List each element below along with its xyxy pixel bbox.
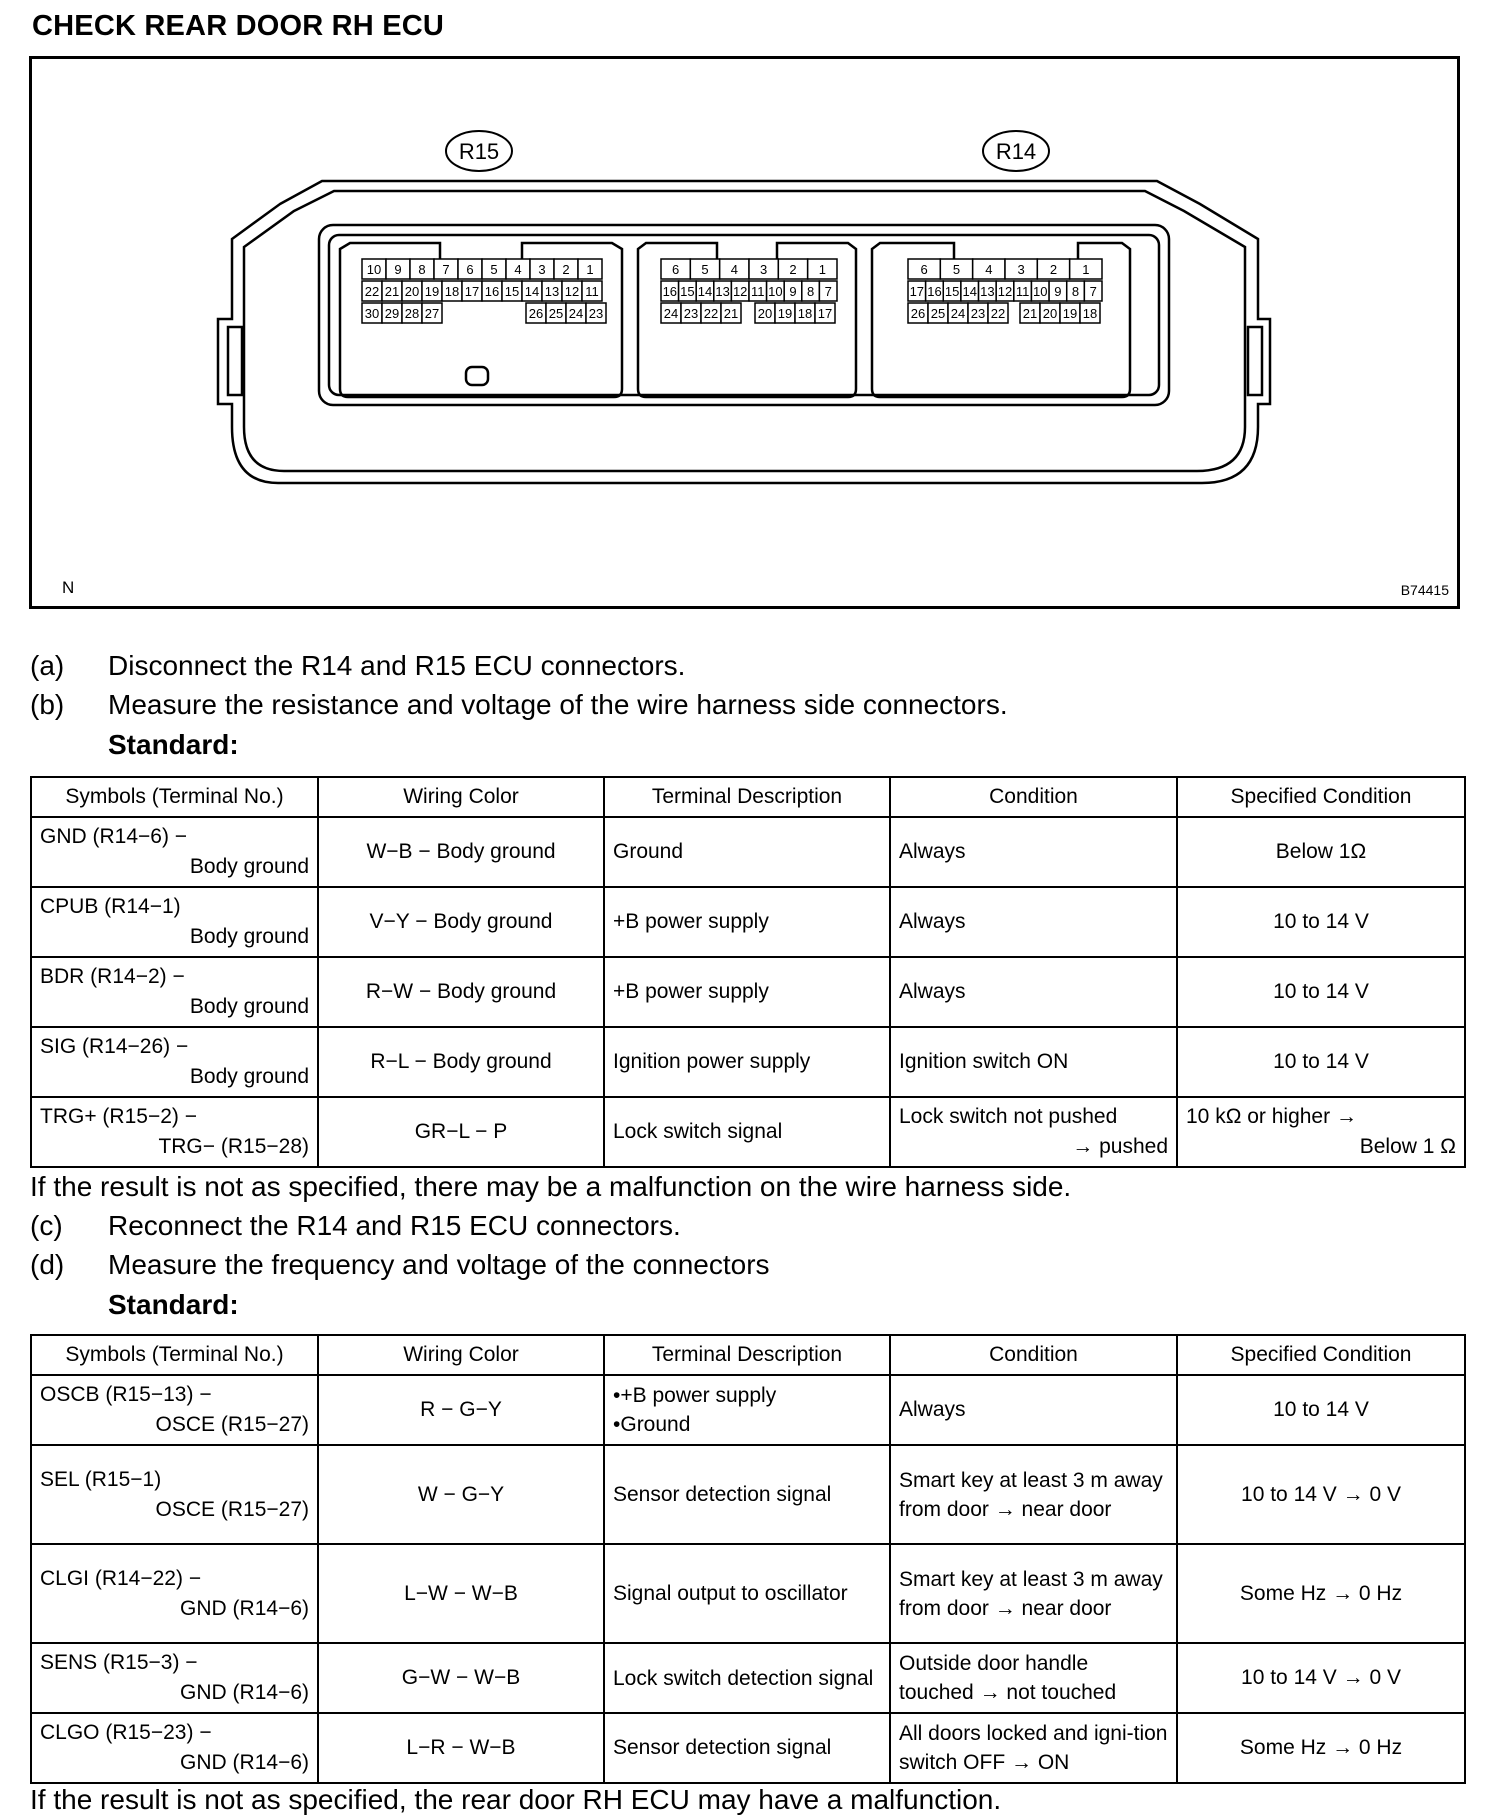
connector-label-r15: R15 — [458, 139, 500, 164]
terminal-pin-label: 24 — [663, 306, 679, 321]
terminal-pin-label: 9 — [1054, 284, 1062, 299]
symbol-cell — [31, 1544, 318, 1643]
terminal-pin-label: 3 — [760, 262, 768, 277]
terminal-pin-label: 20 — [757, 306, 773, 321]
symbol-line-1: SENS (R15−3) − — [40, 1651, 198, 1674]
terminal-pin-label: 16 — [927, 284, 942, 299]
condition-cell: All doors locked and igni-tion switch OFF → ON — [890, 1713, 1177, 1783]
terminal-pin-label: 8 — [1071, 284, 1080, 299]
symbol-cell — [31, 1097, 318, 1167]
terminal-pin-label: 6 — [920, 262, 928, 277]
terminal-pin-label: 21 — [384, 284, 400, 299]
description-cell: Sensor detection signal — [604, 1713, 890, 1783]
terminal-pin-label: 12 — [564, 284, 580, 299]
symbol-line-1: OSCB (R15−13) − — [40, 1383, 212, 1406]
step-label: (a) — [30, 650, 65, 681]
terminal-pin-label: 19 — [777, 306, 793, 321]
terminal-pin-label: 11 — [1015, 284, 1030, 299]
terminal-pin-label: 21 — [1022, 306, 1038, 321]
terminal-pin-label: 9 — [789, 284, 797, 299]
terminal-pin-label: 18 — [444, 284, 460, 299]
ecu-connector-figure — [29, 56, 1460, 609]
terminal-pin-label: 23 — [970, 306, 986, 321]
terminal-pin-label: 30 — [364, 306, 380, 321]
symbol-line-1: CLGO (R15−23) − — [40, 1721, 212, 1744]
terminal-pin-label: 19 — [1062, 306, 1078, 321]
symbol-line-1: CPUB (R14−1) — [40, 895, 181, 918]
figure-code: B74415 — [1400, 582, 1449, 598]
condition-line-2: → pushed — [1072, 1135, 1168, 1158]
terminal-pin-label: 2 — [562, 262, 570, 277]
wiring-color-cell: W − G−Y — [318, 1445, 604, 1544]
terminal-pin-label: 10 — [768, 284, 783, 299]
condition-cell — [890, 1097, 1177, 1167]
description-cell: Ignition power supply — [604, 1027, 890, 1097]
spec-cell: 10 to 14 V → 0 V — [1177, 1643, 1465, 1713]
page-title: CHECK REAR DOOR RH ECU — [32, 10, 445, 42]
terminal-pin-label: 10 — [1033, 284, 1048, 299]
step-text: Reconnect the R14 and R15 ECU connectors. — [108, 1210, 681, 1241]
spec-cell: Below 1Ω — [1177, 817, 1465, 887]
condition-cell: Smart key at least 3 m away from door → near door — [890, 1544, 1177, 1643]
terminal-pin-label: 8 — [418, 262, 426, 277]
table-row — [31, 887, 1465, 957]
step-label: (b) — [30, 689, 65, 720]
header-condition: Condition — [890, 1335, 1177, 1375]
wiring-color-cell: G−W − W−B — [318, 1643, 604, 1713]
condition-cell: Outside door handle touched → not touched — [890, 1643, 1177, 1713]
terminal-pin-label: 13 — [980, 284, 995, 299]
symbol-cell — [31, 1643, 318, 1713]
header-terminal-description: Terminal Description — [604, 777, 890, 817]
header-condition: Condition — [890, 777, 1177, 817]
description-cell: +B power supply — [604, 887, 890, 957]
spec-cell: 10 to 14 V — [1177, 1027, 1465, 1097]
symbol-cell — [31, 887, 318, 957]
description-cell: Ground — [604, 817, 890, 887]
table-header-row — [31, 777, 1465, 817]
note-ecu-malfunction: If the result is not as specified, the rear door RH ECU may have a malfunction. — [30, 1784, 1002, 1815]
terminal-pin-label: 15 — [680, 284, 695, 299]
wiring-color-cell: L−W − W−B — [318, 1544, 604, 1643]
spec-cell — [1177, 1097, 1465, 1167]
wiring-color-cell: L−R − W−B — [318, 1713, 604, 1783]
header-symbols: Symbols (Terminal No.) — [31, 1335, 318, 1375]
terminal-pin-label: 14 — [524, 284, 540, 299]
terminal-pin-label: 25 — [548, 306, 564, 321]
symbol-line-1: CLGI (R14−22) − — [40, 1566, 202, 1590]
spec-cell: Some Hz → 0 Hz — [1177, 1713, 1465, 1783]
terminal-pin-label: 5 — [490, 262, 498, 277]
ecu-connector-diagram — [32, 59, 1457, 606]
terminal-pin-label: 3 — [1017, 262, 1025, 277]
terminal-pin-label: 7 — [442, 262, 450, 277]
terminal-pin-label: 18 — [797, 306, 813, 321]
terminal-pin-label: 7 — [824, 284, 832, 299]
condition-cell: Always — [890, 887, 1177, 957]
condition-cell: Always — [890, 817, 1177, 887]
step-text: Disconnect the R14 and R15 ECU connectors. — [108, 650, 686, 681]
bullet-icon: • — [613, 1413, 621, 1436]
terminal-pin-label: 1 — [1082, 262, 1090, 277]
table-row — [31, 1445, 1465, 1544]
terminal-pin-label: 24 — [568, 306, 584, 321]
spec-line-1: 10 kΩ or higher → — [1186, 1105, 1357, 1128]
terminal-pin-label: 16 — [662, 284, 678, 299]
table-row — [31, 1375, 1465, 1445]
symbol-line-2: OSCE (R15−27) — [155, 1413, 309, 1436]
step-label: (c) — [30, 1210, 63, 1241]
table-row — [31, 1097, 1465, 1167]
bullet-text: Ground — [620, 1413, 691, 1436]
terminal-pin-label: 11 — [751, 284, 765, 299]
symbol-line-2: Body ground — [189, 1065, 309, 1088]
condition-cell: Smart key at least 3 m away from door → near door — [890, 1445, 1177, 1544]
bullet-item — [613, 1381, 881, 1410]
symbol-line-2: TRG− (R15−28) — [158, 1135, 309, 1158]
terminal-pin-label: 20 — [1042, 306, 1058, 321]
description-cell: Sensor detection signal — [604, 1445, 890, 1544]
terminal-pin-label: 19 — [424, 284, 440, 299]
symbol-line-2: GND (R14−6) — [180, 1751, 309, 1774]
terminal-pin-label: 4 — [514, 262, 522, 277]
description-cell: Lock switch detection signal — [604, 1643, 890, 1713]
header-wiring-color: Wiring Color — [318, 1335, 604, 1375]
terminal-pin-label: 22 — [703, 306, 719, 321]
spec-line-2: Below 1 Ω — [1359, 1135, 1456, 1158]
wiring-color-cell: GR−L − P — [318, 1097, 604, 1167]
step-label: (d) — [30, 1249, 65, 1280]
terminal-pin-label: 2 — [789, 262, 797, 277]
terminal-pin-label: 6 — [672, 262, 680, 277]
terminal-pin-label: 26 — [528, 306, 544, 321]
condition-line-1: Lock switch not pushed — [899, 1105, 1118, 1128]
symbol-line-1: TRG+ (R15−2) − — [40, 1105, 197, 1128]
terminal-pin-label: 14 — [962, 284, 977, 299]
table-row — [31, 1027, 1465, 1097]
condition-cell: Always — [890, 1375, 1177, 1445]
terminal-pin-label: 8 — [806, 284, 815, 299]
terminal-pin-label: 1 — [586, 262, 594, 277]
step-text: Measure the resistance and voltage of the wire harness side connectors. — [108, 689, 1008, 720]
frequency-spec-table — [30, 1334, 1466, 1784]
terminal-pin-label: 15 — [504, 284, 520, 299]
terminal-pin-label: 29 — [384, 306, 400, 321]
terminal-pin-label: 13 — [715, 284, 730, 299]
terminal-pin-label: 9 — [394, 262, 402, 277]
header-specified-condition: Specified Condition — [1177, 1335, 1465, 1375]
symbol-line-1: SIG (R14−26) − — [40, 1035, 189, 1058]
symbol-cell — [31, 1027, 318, 1097]
terminal-pin-label: 15 — [944, 284, 960, 299]
bullet-icon: • — [613, 1384, 621, 1407]
symbol-line-1: BDR (R14−2) − — [40, 965, 185, 988]
resistance-spec-table — [30, 776, 1466, 1168]
terminal-pin-label: 28 — [404, 306, 420, 321]
wiring-color-cell: V−Y − Body ground — [318, 887, 604, 957]
description-cell — [604, 1375, 890, 1445]
description-cell: Lock switch signal — [604, 1097, 890, 1167]
terminal-pin-label: 18 — [1082, 306, 1098, 321]
terminal-pin-label: 26 — [910, 306, 926, 321]
terminal-pin-label: 5 — [701, 262, 709, 277]
terminal-pin-label: 23 — [588, 306, 604, 321]
terminal-pin-label: 25 — [930, 306, 946, 321]
terminal-pin-label: 23 — [683, 306, 699, 321]
terminal-pin-label: 13 — [544, 284, 560, 299]
header-symbols: Symbols (Terminal No.) — [31, 777, 318, 817]
terminal-pin-label: 4 — [730, 262, 738, 277]
table-header-row — [31, 1335, 1465, 1375]
figure-corner-letter: N — [62, 578, 75, 597]
symbol-line-2: Body ground — [189, 925, 309, 948]
description-cell: +B power supply — [604, 957, 890, 1027]
terminal-pin-label: 4 — [985, 262, 993, 277]
terminal-pin-label: 7 — [1089, 284, 1097, 299]
condition-cell: Always — [890, 957, 1177, 1027]
symbol-line-2: Body ground — [189, 995, 309, 1018]
terminal-pin-label: 11 — [585, 284, 599, 299]
symbol-line-2: GND (R14−6) — [180, 1681, 309, 1704]
spec-cell: 10 to 14 V — [1177, 957, 1465, 1027]
spec-cell: 10 to 14 V → 0 V — [1177, 1445, 1465, 1544]
header-terminal-description: Terminal Description — [604, 1335, 890, 1375]
terminal-pin-label: 27 — [424, 306, 440, 321]
description-cell: Signal output to oscillator — [604, 1544, 890, 1643]
terminal-pin-label: 22 — [364, 284, 380, 299]
symbol-cell — [31, 1375, 318, 1445]
terminal-pin-label: 1 — [818, 262, 826, 277]
table-row — [31, 1643, 1465, 1713]
terminal-pin-label: 22 — [990, 306, 1006, 321]
terminal-pin-label: 2 — [1049, 262, 1058, 277]
terminal-pin-label: 6 — [466, 262, 474, 277]
symbol-line-2: GND (R14−6) — [180, 1596, 309, 1620]
table-row — [31, 1544, 1465, 1643]
symbol-cell — [31, 817, 318, 887]
terminal-pin-label: 21 — [723, 306, 739, 321]
wiring-color-cell: R−L − Body ground — [318, 1027, 604, 1097]
terminal-pin-label: 24 — [950, 306, 966, 321]
note-wire-harness: If the result is not as specified, there may be a malfunction on the wire harness side. — [30, 1171, 1072, 1202]
step-text: Measure the frequency and voltage of the connectors — [108, 1249, 770, 1280]
standard-heading-1: Standard: — [108, 729, 239, 760]
spec-cell: Some Hz → 0 Hz — [1177, 1544, 1465, 1643]
symbol-line-2: OSCE (R15−27) — [155, 1497, 309, 1521]
table-row — [31, 1713, 1465, 1783]
spec-cell: 10 to 14 V — [1177, 887, 1465, 957]
terminal-pin-label: 17 — [464, 284, 480, 299]
symbol-cell — [31, 1445, 318, 1544]
table-row — [31, 817, 1465, 887]
terminal-pin-label: 20 — [404, 284, 420, 299]
terminal-pin-label: 12 — [997, 284, 1013, 299]
terminal-pin-label: 14 — [697, 284, 713, 299]
terminal-pins — [362, 259, 1102, 323]
terminal-pin-label: 17 — [909, 284, 925, 299]
wiring-color-cell: W−B − Body ground — [318, 817, 604, 887]
symbol-cell — [31, 1713, 318, 1783]
spec-cell: 10 to 14 V — [1177, 1375, 1465, 1445]
symbol-line-1: SEL (R15−1) — [40, 1467, 162, 1491]
wiring-color-cell: R−W − Body ground — [318, 957, 604, 1027]
bullet-item — [613, 1410, 881, 1439]
terminal-pin-label: 10 — [366, 262, 382, 277]
connector-label-r14: R14 — [995, 139, 1037, 164]
terminal-pin-label: 16 — [484, 284, 500, 299]
condition-cell: Ignition switch ON — [890, 1027, 1177, 1097]
terminal-pin-label: 17 — [817, 306, 833, 321]
symbol-line-1: GND (R14−6) − — [40, 825, 188, 848]
terminal-pin-label: 12 — [732, 284, 748, 299]
symbol-line-2: Body ground — [189, 855, 309, 878]
symbol-cell — [31, 957, 318, 1027]
wiring-color-cell: R − G−Y — [318, 1375, 604, 1445]
terminal-pin-label: 3 — [538, 262, 546, 277]
terminal-pin-label: 5 — [952, 262, 961, 277]
bullet-text: +B power supply — [620, 1384, 777, 1407]
header-wiring-color: Wiring Color — [318, 777, 604, 817]
standard-heading-2: Standard: — [108, 1289, 239, 1320]
header-specified-condition: Specified Condition — [1177, 777, 1465, 817]
table-row — [31, 957, 1465, 1027]
